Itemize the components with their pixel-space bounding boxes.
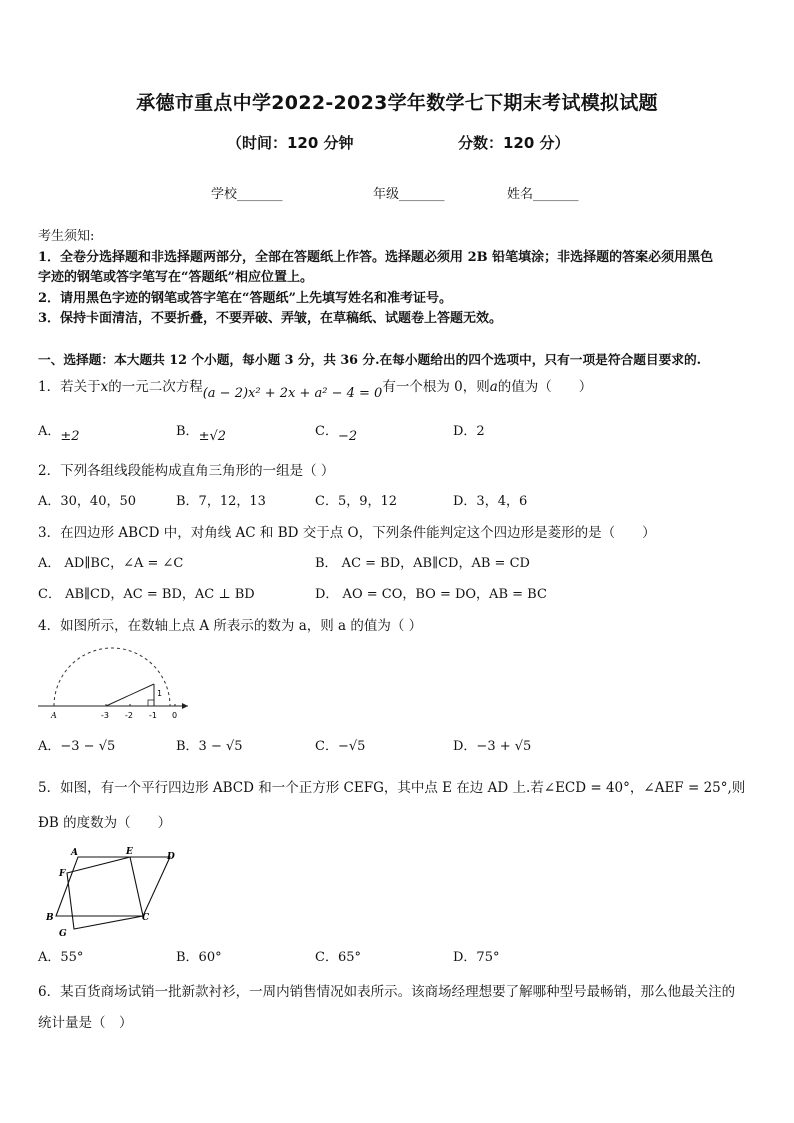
name-field: 姓名_______ (507, 187, 579, 202)
q1-post: 有一个根为 0，则 (382, 379, 490, 395)
q1-var-a: a (489, 379, 498, 395)
q5-option-d[interactable]: D．75° (453, 950, 500, 965)
tick-label-n3: -3 (101, 711, 109, 720)
question-1 (38, 375, 593, 401)
label-c: C (142, 913, 150, 923)
notice-line-3: 3．保持卡面清洁，不要折叠，不要弄破、弄皱，在草稿纸、试题卷上答题无效。 (38, 311, 503, 326)
label-a: A (51, 711, 57, 720)
tick-label-n1: -1 (149, 711, 157, 720)
q1-option-a[interactable]: A．±2 (38, 424, 80, 444)
notice-line-1b: 字迹的钢笔或答字笔写在“答题纸”相应位置上。 (38, 270, 313, 285)
q3-option-d[interactable]: D． AO = CO，BO = DO，AB = BC (315, 587, 547, 602)
q4-option-c[interactable]: C．−√5 (315, 739, 366, 754)
q3-option-b[interactable]: B． AC = BD，AB∥CD，AB = CD (315, 556, 530, 571)
school-field: 学校_______ (211, 187, 283, 202)
number-line-figure (38, 638, 198, 723)
q5-option-b[interactable]: B．60° (176, 950, 222, 965)
q2-option-b[interactable]: B．7，12，13 (176, 494, 266, 509)
label-b: B (46, 913, 54, 923)
q1-var-x: x (100, 379, 109, 395)
grade-field: 年级_______ (373, 187, 445, 202)
parallelogram-square-figure (40, 843, 190, 943)
square-cefg (67, 857, 143, 929)
question-5: 5．如图，有一个平行四边形 ABCD 和一个正方形 CEFG，其中点 E 在边 AD 上.若∠ECD = 40°，∠AEF = 25°,则 (38, 780, 746, 796)
question-3: 3．在四边形 ABCD 中，对角线 AC 和 BD 交于点 O，下列条件能判定这个四边形是菱形的是（ ） (38, 525, 656, 541)
q1-end: 的值为（ ） (497, 379, 593, 395)
q3-option-c[interactable]: C． AB∥CD，AC = BD，AC ⊥ BD (38, 587, 255, 602)
label-d: D (167, 852, 175, 862)
q4-option-b[interactable]: B．3 − √5 (176, 739, 243, 754)
question-6-line-2: 统计量是（ ） (38, 1015, 133, 1031)
q1-mid: 的一元二次方程 (108, 379, 203, 395)
dashed-arc (54, 648, 170, 706)
question-5-line-2: ÐB 的度数为（ ） (38, 815, 172, 831)
q4-option-a[interactable]: A．−3 − √5 (38, 739, 116, 754)
right-angle-mark (148, 700, 154, 706)
tick-label-n2: -2 (125, 711, 133, 720)
q1-equation: (a − 2)x² + 2x + a² − 4 = 0 (202, 386, 383, 401)
leg-label-1: 1 (157, 689, 163, 698)
tick-label-0: 0 (172, 711, 178, 720)
q2-option-d[interactable]: D．3，4，6 (453, 494, 528, 509)
label-a: A (71, 848, 78, 858)
q5-option-c[interactable]: C．65° (315, 950, 361, 965)
label-e: E (126, 847, 133, 857)
q2-option-a[interactable]: A．30，40，50 (38, 494, 137, 509)
axis-arrow-icon (182, 703, 188, 709)
notice-line-2: 2．请用黑色字迹的钢笔或答字笔在“答题纸”上先填写姓名和准考证号。 (38, 291, 453, 306)
question-4: 4．如图所示，在数轴上点 A 所表示的数为 a，则 a 的值为（ ） (38, 618, 423, 634)
label-f: F (59, 869, 66, 879)
exam-time: （时间：120 分钟 (227, 134, 354, 152)
question-2: 2．下列各组线段能构成直角三角形的一组是（ ） (38, 463, 335, 479)
q4-option-d[interactable]: D．−3 + √5 (453, 739, 532, 754)
q1-pre: 1．若关于 (38, 379, 101, 395)
page-title: 承德市重点中学2022-2023学年数学七下期末考试模拟试题 (136, 92, 658, 114)
label-g: G (59, 929, 67, 939)
q1-option-c[interactable]: C．−2 (315, 424, 358, 444)
exam-score: 分数：120 分） (458, 134, 570, 152)
notice-heading: 考生须知: (38, 229, 95, 244)
question-6-line-1: 6．某百货商场试销一批新款衬衫，一周内销售情况如表所示。该商场经理想要了解哪种型号最畅销，那么他最关注的 (38, 984, 736, 1000)
q1-option-b[interactable]: B．±√2 (176, 424, 227, 444)
q1-option-d[interactable]: D．2 (453, 424, 485, 439)
q5-option-a[interactable]: A．55° (38, 950, 84, 965)
q3-option-a[interactable]: A． AD∥BC，∠A = ∠C (38, 556, 184, 571)
section-heading: 一、选择题：本大题共 12 个小题，每小题 3 分，共 36 分.在每小题给出的四个选项中，只有一项是符合题目要求的. (38, 352, 702, 367)
parallelogram-abcd (56, 857, 170, 916)
notice-line-1a: 1．全卷分选择题和非选择题两部分，全部在答题纸上作答。选择题必须用 2B 铅笔填涂；非选择题的答案必须用黑色 (38, 250, 714, 265)
q2-option-c[interactable]: C．5，9，12 (315, 494, 398, 509)
hypotenuse (106, 684, 154, 706)
